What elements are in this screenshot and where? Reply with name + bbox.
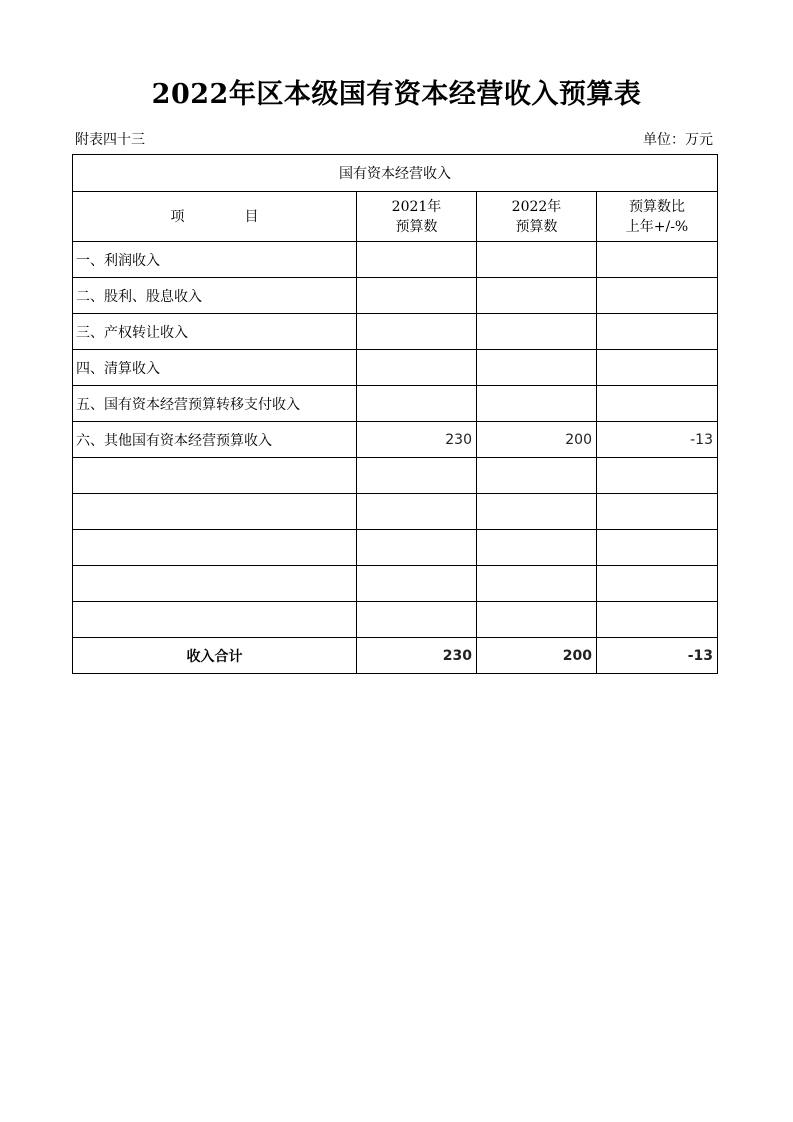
- row-change-value: [597, 494, 718, 530]
- row-item: [73, 494, 357, 530]
- column-header-2022-line2: 预算数: [515, 218, 558, 235]
- row-item: 二、股利、股息收入: [73, 278, 357, 314]
- total-2022-value: 200: [477, 638, 597, 674]
- row-2022-value: [477, 458, 597, 494]
- row-change-value: [597, 602, 718, 638]
- row-2022-value: [477, 494, 597, 530]
- table-row: [73, 458, 718, 494]
- unit-label: 单位：万元: [643, 132, 713, 148]
- table-row: [73, 242, 718, 278]
- column-header-2021-line2: 预算数: [395, 218, 438, 235]
- row-2022-value: 200: [477, 422, 597, 458]
- row-2022-value: [477, 314, 597, 350]
- row-item: [73, 530, 357, 566]
- section-header: 国有资本经营收入: [73, 155, 718, 192]
- row-2021-value: [357, 494, 477, 530]
- budget-table: [72, 154, 718, 674]
- column-header-2021: [357, 192, 477, 242]
- row-item: [73, 602, 357, 638]
- table-row: [73, 314, 718, 350]
- table-row: [73, 602, 718, 638]
- column-header-item-part2: 目: [244, 208, 259, 225]
- table-row: [73, 422, 718, 458]
- row-item: [73, 566, 357, 602]
- row-change-value: [597, 314, 718, 350]
- row-2022-value: [477, 530, 597, 566]
- attachment-label: 附表四十三: [75, 132, 145, 148]
- row-item: 四、清算收入: [73, 350, 357, 386]
- row-item: 三、产权转让收入: [73, 314, 357, 350]
- row-change-value: [597, 242, 718, 278]
- row-change-value: [597, 350, 718, 386]
- page-title: 2022年区本级国有资本经营收入预算表: [151, 79, 642, 110]
- row-2022-value: [477, 278, 597, 314]
- row-2022-value: [477, 602, 597, 638]
- row-2022-value: [477, 566, 597, 602]
- row-2021-value: [357, 458, 477, 494]
- row-item: 一、利润收入: [73, 242, 357, 278]
- table-row: [73, 350, 718, 386]
- row-item: [73, 458, 357, 494]
- table-row: [73, 566, 718, 602]
- row-2021-value: [357, 314, 477, 350]
- row-2021-value: [357, 530, 477, 566]
- column-header-item-part1: 项: [170, 208, 185, 225]
- row-change-value: [597, 458, 718, 494]
- total-row: [73, 638, 718, 674]
- row-change-value: [597, 278, 718, 314]
- table-row: [73, 530, 718, 566]
- column-header-change-line2: 上年+/-%: [625, 218, 689, 235]
- row-2021-value: [357, 350, 477, 386]
- row-2021-value: [357, 602, 477, 638]
- row-2021-value: [357, 278, 477, 314]
- row-change-value: [597, 530, 718, 566]
- total-change-value: -13: [597, 638, 718, 674]
- row-item: 六、其他国有资本经营预算收入: [73, 422, 357, 458]
- row-2022-value: [477, 386, 597, 422]
- row-change-value: [597, 566, 718, 602]
- row-change-value: [597, 386, 718, 422]
- table-row: [73, 386, 718, 422]
- row-change-value: -13: [597, 422, 718, 458]
- row-2021-value: 230: [357, 422, 477, 458]
- column-header-change: [597, 192, 718, 242]
- total-label: 收入合计: [73, 638, 357, 674]
- total-2021-value: 230: [357, 638, 477, 674]
- table-row: [73, 494, 718, 530]
- column-header-2022: [477, 192, 597, 242]
- row-item: 五、国有资本经营预算转移支付收入: [73, 386, 357, 422]
- row-2022-value: [477, 350, 597, 386]
- column-header-item: [73, 192, 357, 242]
- row-2021-value: [357, 242, 477, 278]
- table-row: [73, 278, 718, 314]
- row-2021-value: [357, 566, 477, 602]
- row-2021-value: [357, 386, 477, 422]
- row-2022-value: [477, 242, 597, 278]
- column-header-change-line1: 预算数比: [629, 198, 685, 215]
- column-header-2021-line1: 2021年: [391, 198, 442, 215]
- column-header-2022-line1: 2022年: [511, 198, 562, 215]
